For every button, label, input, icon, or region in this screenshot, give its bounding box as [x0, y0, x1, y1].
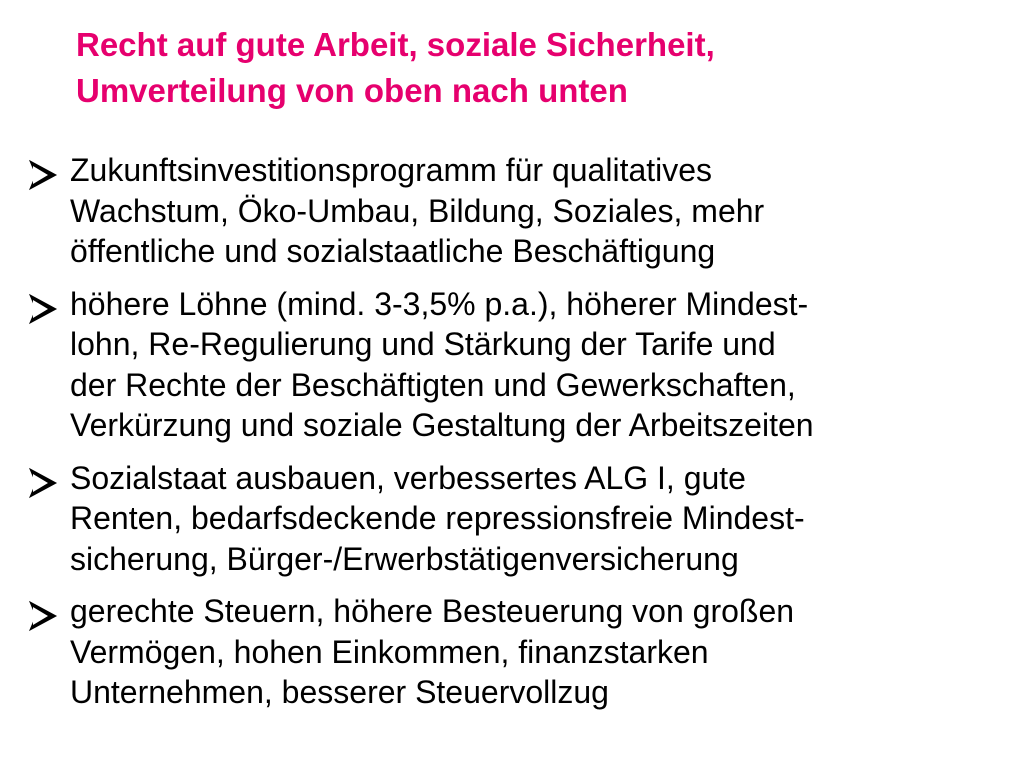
- bullet-text-line: Verkürzung und soziale Gestaltung der Arbeitszeiten: [70, 407, 814, 443]
- arrowhead-bullet-icon: [26, 158, 60, 192]
- bullet-text-line: Sozialstaat ausbauen, verbessertes ALG I, gute: [70, 459, 746, 496]
- slide-title: [76, 22, 1006, 114]
- bullet-text-line: der Rechte der Beschäftigten und Gewerkschaften,: [70, 366, 796, 403]
- bullet-text-line: sicherung, Bürger-/Erwerbstätigenversicherung: [70, 540, 739, 577]
- bullet-list: [26, 150, 1016, 725]
- bullet-item: [26, 284, 1016, 446]
- bullet-text-line: höhere Löhne (mind. 3-3,5% p.a.), höherer Mindest-: [70, 285, 809, 322]
- bullet-text-line: Zukunftsinvestitionsprogramm für qualitatives: [70, 152, 713, 188]
- bullet-text-line: öffentliche und sozialstaatliche Beschäftigung: [70, 233, 716, 269]
- slide-title-line: Recht auf gute Arbeit, soziale Sicherheit,: [76, 26, 715, 63]
- bullet-text-line: Vermögen, hohen Einkommen, finanzstarken: [70, 633, 709, 670]
- arrowhead-bullet-icon: [26, 292, 60, 326]
- bullet-text-line: gerechte Steuern, höhere Besteuerung von großen: [70, 593, 795, 629]
- bullet-text-line: Wachstum, Öko-Umbau, Bildung, Soziales, mehr: [70, 192, 765, 229]
- bullet-text-line: lohn, Re-Regulierung und Stärkung der Tarife und: [70, 326, 776, 362]
- bullet-text-line: Renten, bedarfsdeckende repressionsfreie Mindest-: [70, 500, 805, 536]
- bullet-item: [26, 150, 1016, 272]
- bullet-item: [26, 591, 1016, 713]
- bullet-text-line: Unternehmen, besserer Steuervollzug: [70, 674, 609, 710]
- bullet-item: [26, 458, 1016, 580]
- slide-title-line: Umverteilung von oben nach unten: [76, 72, 628, 109]
- arrowhead-bullet-icon: [26, 599, 60, 633]
- arrowhead-bullet-icon: [26, 466, 60, 500]
